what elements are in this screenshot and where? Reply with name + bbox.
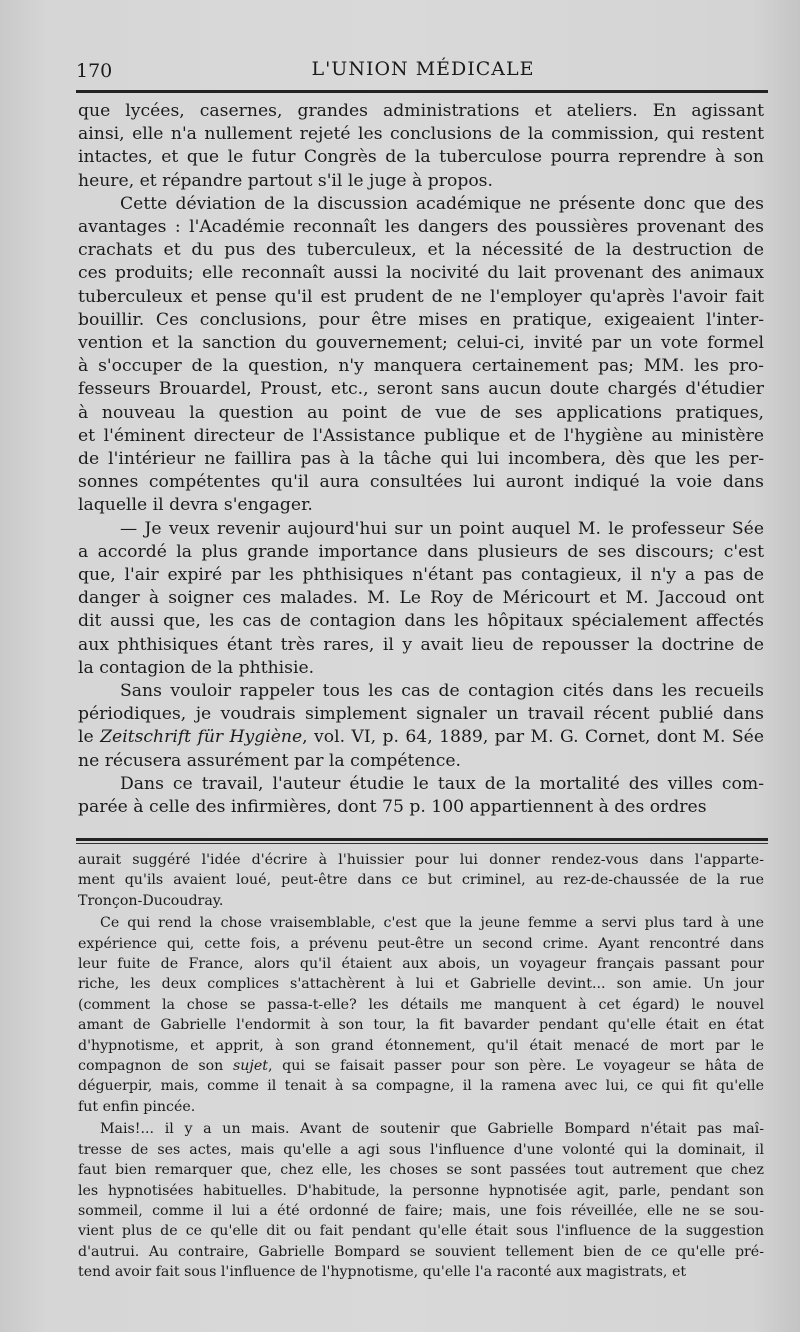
footnote-line: d'hypnotisme, et apprit, à son grand étonnement, qu'il était menacé de mort par le: [78, 1037, 764, 1054]
header-rule: [76, 90, 768, 93]
journal-title: L'UNION MÉDICALE: [311, 58, 535, 80]
footnotes-body: [78, 850, 764, 1285]
main-line: ces produits; elle reconnaît aussi la nocivité du lait provenant des animaux: [78, 263, 764, 284]
main-line: a accordé la plus grande importance dans plusieurs de ses discours; c'est: [78, 541, 764, 562]
main-paragraph: [78, 773, 764, 819]
main-line: sonnes compétentes qu'il aura consultées lui auront indiqué la voie dans: [78, 472, 764, 493]
footnote-line: tresse de ses actes, mais qu'elle a agi sous l'influence d'une volonté qui la dominait, il: [78, 1141, 764, 1158]
main-line: heure, et répandre partout s'il le juge à propos.: [78, 170, 493, 191]
footnote-line: ment qu'ils avaient loué, peut-être dans ce but criminel, au rez-de-chaussée de la rue: [78, 872, 764, 889]
main-line: la contagion de la phthisie.: [78, 657, 315, 678]
footnote-line: Ce qui rend la chose vraisemblable, c'est que la jeune femme a servi plus tard à une: [100, 915, 764, 932]
page-header: [76, 56, 770, 86]
main-line: Dans ce travail, l'auteur étudie le taux de la mortalité des villes com-: [120, 773, 764, 794]
main-text-body: [78, 100, 764, 819]
footnote-line: tend avoir fait sous l'influence de l'hypnotisme, qu'elle l'a raconté aux magistrats, et: [78, 1264, 687, 1281]
footnote-line: sommeil, comme il lui a été ordonné de faire; mais, une fois réveillée, elle ne se sou-: [78, 1202, 764, 1219]
main-line: crachats et du pus des tuberculeux, et la nécessité de la destruction de: [78, 240, 764, 261]
footnote-line: aurait suggéré l'idée d'écrire à l'huissier pour lui donner rendez-vous dans l'apparte-: [78, 852, 764, 868]
main-line: de l'intérieur ne faillira pas à la tâche qui lui incombera, dès que les per-: [78, 449, 764, 470]
main-line: que lycées, casernes, grandes administrations et ateliers. En agissant: [78, 101, 764, 121]
footnote-line: vient plus de ce qu'elle dit ou fait pendant qu'elle était sous l'influence de la suggestion: [78, 1223, 764, 1240]
footnote-paragraph: [78, 1119, 764, 1282]
main-paragraph: [78, 100, 764, 193]
main-line: tuberculeux et pense qu'il est prudent de ne l'employer qu'après l'avoir fait: [78, 286, 764, 307]
main-line: le Zeitschrift für Hygiène, vol. VI, p. 64, 1889, par M. G. Cornet, dont M. Sée: [78, 727, 764, 748]
footnote-paragraph: [78, 913, 764, 1117]
footnote-paragraph: [78, 850, 764, 911]
main-paragraph: [78, 193, 764, 518]
main-line: à nouveau la question au point de vue de ses applications pratiques,: [78, 402, 764, 423]
main-line: Sans vouloir rappeler tous les cas de contagion cités dans les recueils: [120, 681, 764, 702]
main-line: aux phthisiques étant très rares, il y avait lieu de repousser la doctrine de: [78, 634, 764, 655]
page-number: 170: [76, 60, 113, 82]
footnote-line: leur fuite de France, alors qu'il étaient aux abois, un voyageur français passant pour: [78, 956, 764, 973]
footnote-line: faut bien remarquer que, chez elle, les choses se sont passées tout autrement que chez: [78, 1162, 764, 1179]
footnote-line: fut enfin pincée.: [78, 1098, 196, 1115]
footnote-line: compagnon de son sujet, qui se faisait passer pour son père. Le voyageur se hâta de: [78, 1058, 764, 1075]
main-line: avantages : l'Académie reconnaît les dangers des poussières provenant des: [78, 217, 764, 238]
main-line: intactes, et que le futur Congrès de la tuberculose pourra reprendre à son: [78, 147, 764, 168]
main-line: fesseurs Brouardel, Proust, etc., seront sans aucun doute chargés d'étudier: [78, 379, 764, 400]
footnote-line: expérience qui, cette fois, a prévenu peut-être un second crime. Ayant rencontré dans: [78, 935, 764, 952]
footnote-line: Tronçon-Ducoudray.: [78, 892, 224, 909]
main-line: bouillir. Ces conclusions, pour être mises en pratique, exigeaient l'inter-: [78, 309, 764, 330]
footnote-separator: [76, 838, 768, 841]
footnote-line: (comment la chose se passa-t-elle? les détails me manquent à cet égard) le nouvel: [78, 996, 764, 1013]
main-line: que, l'air expiré par les phthisiques n'étant pas contagieux, il n'y a pas de: [78, 565, 764, 586]
main-paragraph: [78, 518, 764, 680]
main-line: ne récusera assurément par la compétence.: [78, 750, 461, 771]
footnote-line: les hypnotisées habituelles. D'habitude, la personne hypnotisée agit, parle, pendant son: [78, 1182, 764, 1199]
main-line: périodiques, je voudrais simplement signaler un travail récent publié dans: [78, 704, 764, 725]
footnote-line: Mais!... il y a un mais. Avant de soutenir que Gabrielle Bompard n'était pas maî-: [100, 1121, 764, 1138]
footnote-line: amant de Gabrielle l'endormit à son tour, la fit bavarder pendant qu'elle était en état: [78, 1017, 764, 1034]
footnote-line: d'autrui. Au contraire, Gabrielle Bompard se souvient tellement bien de ce qu'elle pré-: [78, 1243, 764, 1260]
main-line: et l'éminent directeur de l'Assistance publique et de l'hygiène au ministère: [78, 425, 764, 446]
footnote-separator-thin: [76, 843, 768, 844]
main-line: à s'occuper de la question, n'y manquera certainement pas; MM. les pro-: [78, 356, 764, 377]
main-line: Cette déviation de la discussion académique ne présente donc que des: [120, 193, 764, 214]
main-line: parée à celle des infirmières, dont 75 p. 100 appartiennent à des ordres: [78, 797, 707, 818]
main-line: vention et la sanction du gouvernement; celui-ci, invité par un vote formel: [78, 333, 764, 354]
main-line: dit aussi que, les cas de contagion dans les hôpitaux spécialement affectés: [78, 611, 764, 632]
main-line: danger à soigner ces malades. M. Le Roy de Méricourt et M. Jaccoud ont: [78, 588, 764, 609]
main-line: laquelle il devra s'engager.: [78, 495, 313, 516]
main-paragraph: [78, 680, 764, 773]
footnote-line: riche, les deux complices s'attachèrent à lui et Gabrielle devint... son amie. Un jour: [78, 976, 764, 993]
main-line: ainsi, elle n'a nullement rejeté les conclusions de la commission, qui restent: [78, 124, 764, 145]
footnote-line: déguerpir, mais, comme il tenait à sa compagne, il la ramena avec lui, ce qui fit qu'elle: [78, 1078, 764, 1095]
main-line: — Je veux revenir aujourd'hui sur un point auquel M. le professeur Sée: [120, 518, 764, 539]
